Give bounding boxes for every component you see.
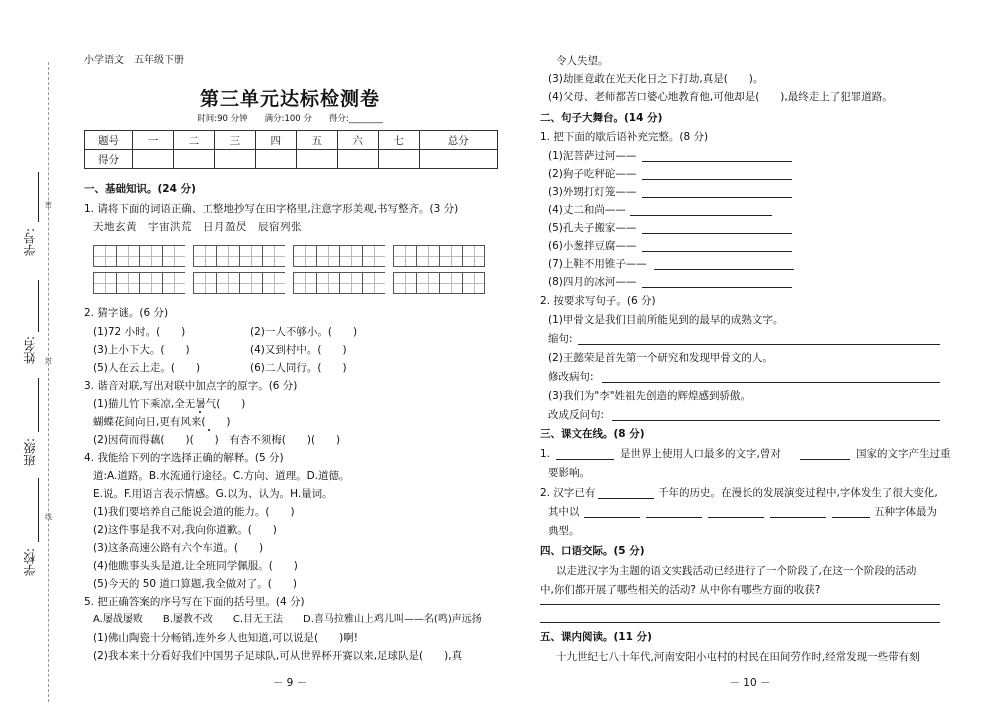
answer-line[interactable] [654,269,794,270]
q2-item: (2)一人不够小。( ) [250,326,358,338]
section-4-heading: 四、口语交际。(5 分) [540,545,645,557]
score-cell[interactable] [419,150,497,169]
section-2-heading: 二、句子大舞台。(14 分) [540,112,663,124]
tianzige-cell[interactable] [262,245,285,267]
xiehouyu-item: (6)小葱拌豆腐—— [548,240,637,252]
score-cell[interactable] [337,150,378,169]
answer-line[interactable] [646,517,702,518]
q3-line: 蝴蝶花间向日,更有风来( ) [93,416,231,428]
score-cell-header: 七 [378,131,419,150]
s2q2-instruction: 修改病句: [548,371,594,383]
tianzige-cell[interactable] [439,245,462,267]
answer-line[interactable] [642,233,792,234]
tianzige-cell[interactable] [462,245,485,267]
answer-line[interactable] [598,498,654,499]
answer-line[interactable] [642,179,792,180]
emphasis-dot [208,429,210,431]
q5-line: (1)佛山陶瓷十分畅销,连外乡人也知道,可以说是( )啊! [93,632,358,644]
q3-prompt: 3. 谐音对联,写出对联中加点字的原字。(6 分) [84,380,298,392]
exam-info: 时间:90 分钟 满分:100 分 得分:________ [197,114,383,124]
q2-item: (4)又到村中。( ) [250,344,347,356]
tianzige-cell[interactable] [93,272,116,294]
s3q2-text: 其中以 [548,506,580,518]
q5-line: (2)我本来十分看好我们中国男子足球队,可从世界杯开赛以来,足球队是( ),真 [93,650,463,662]
s2q2-prompt: 2. 按要求写句子。(6 分) [540,295,656,307]
tianzige-cell[interactable] [393,245,416,267]
tianzige-cell[interactable] [316,272,339,294]
tianzige-cell[interactable] [416,245,439,267]
tianzige-cell[interactable] [462,272,485,294]
tianzige-cell[interactable] [293,245,316,267]
q4-item: (4)他瞧事头头是道,让全班同学佩服。( ) [93,560,298,572]
q4-item: (2)这件事是我不对,我向你道歉。( ) [93,524,277,536]
xiehouyu-item: (7)上鞋不用锥子—— [548,258,647,270]
s3q2-text: 千年的历史。在漫长的发展演变过程中,字体发生了很大变化, [658,487,938,499]
score-table-score-row [85,150,498,169]
answer-line[interactable] [770,517,826,518]
q4-item: (5)今天的 50 道口算题,我全做对了。( ) [93,578,297,590]
binding-id-blank[interactable] [38,172,39,222]
binding-xian: 线 [45,513,52,521]
xiehouyu-item: (8)四月的冰河—— [548,276,637,288]
s2q2-sentence: (3)我们为"李"姓祖先创造的辉煌感到骄傲。 [548,390,752,402]
binding-school-blank[interactable] [38,478,39,542]
q2-item: (5)人在云上走。( ) [93,362,201,374]
page-title: 第三单元达标检测卷 [199,88,380,110]
tianzige-cell[interactable] [362,272,385,294]
q2-prompt: 2. 猜字谜。(6 分) [84,307,169,319]
score-cell-header: 题号 [85,131,133,150]
tianzige-cell[interactable] [439,272,462,294]
score-cell[interactable] [214,150,255,169]
tianzige-cell[interactable] [139,272,162,294]
fold-line [48,62,49,702]
q4-item: (1)我们要培养自己能说会道的能力。( ) [93,506,295,518]
binding-mi: 密 [45,201,52,209]
tianzige-cell[interactable] [339,245,362,267]
tianzige-cell[interactable] [116,272,139,294]
score-cell[interactable] [296,150,337,169]
answer-line[interactable] [540,604,940,605]
tianzige-cell[interactable] [293,272,316,294]
q1-words: 天地玄黄 宇宙洪荒 日月盈昃 辰宿列张 [93,221,302,233]
score-cell-header: 二 [173,131,214,150]
r-line: (4)父母、老师都苦口婆心地教育他,可他却是( ),最终走上了犯罪道路。 [548,91,893,103]
tianzige-cell[interactable] [193,245,216,267]
q5-prompt: 5. 把正确答案的序号写在下面的括号里。(4 分) [84,596,305,608]
xiehouyu-item: (5)孔夫子搬家—— [548,222,637,234]
s3q1-text: 是世界上使用人口最多的文字,曾对 [620,448,781,460]
binding-id-label: 学号: [23,228,37,257]
s3q1-text: 要影响。 [548,467,590,479]
score-row-label: 得分 [85,150,133,169]
tianzige-cell[interactable] [162,272,185,294]
answer-line[interactable] [612,420,940,421]
binding-class-label: 班级: [23,438,37,467]
s3q1-text: 国家的文字产生过重 [856,448,951,460]
tianzige-cell[interactable] [339,272,362,294]
score-cell[interactable] [133,150,174,169]
q4-definitions: 道:A.道路。B.水流通行途径。C.方向、道理。D.道德。 [93,470,350,482]
section-3-heading: 三、课文在线。(8 分) [540,428,645,440]
answer-line[interactable] [540,622,940,623]
tianzige-cell[interactable] [393,272,416,294]
answer-line[interactable] [642,161,792,162]
score-table [84,130,498,169]
q3-line: (2)因荷而得藕( )( ) 有杏不须梅( )( ) [93,434,341,446]
tianzige-cell[interactable] [216,272,239,294]
answer-line[interactable] [642,197,792,198]
q2-item: (3)上小下大。( ) [93,344,190,356]
answer-line[interactable] [708,517,764,518]
answer-line[interactable] [832,517,870,518]
binding-school-label: 学校: [23,548,37,577]
tianzige-cell[interactable] [416,272,439,294]
score-cell-header: 五 [296,131,337,150]
binding-feng: 封 [45,357,52,365]
tianzige-cell[interactable] [216,245,239,267]
tianzige-cell[interactable] [362,245,385,267]
xiehouyu-item: (4)丈二和尚—— [548,204,626,216]
s2q2-sentence: (1)甲骨文是我们目前所能见到的最早的成熟文字。 [548,314,784,326]
answer-line[interactable] [584,517,640,518]
binding-name-label: 姓名: [23,336,37,365]
subject-header: 小学语文 五年级下册 [84,55,184,66]
tianzige-cell[interactable] [139,245,162,267]
answer-line[interactable] [800,459,850,460]
answer-line[interactable] [602,382,940,383]
score-cell[interactable] [255,150,296,169]
score-cell[interactable] [378,150,419,169]
tianzige-cell[interactable] [262,272,285,294]
section-1-heading: 一、基础知识。(24 分) [84,183,196,195]
q4-prompt: 4. 我能给下列的字选择正确的解释。(5 分) [84,452,284,464]
s2q2-sentence: (2)王懿荣是首先第一个研究和发现甲骨文的人。 [548,352,773,364]
s3q1-text: 1. [540,448,551,460]
tianzige-cell[interactable] [116,245,139,267]
s3q2-text: 典型。 [548,525,580,537]
xiehouyu-item: (2)狗子吃秤砣—— [548,168,637,180]
tianzige-cell[interactable] [162,245,185,267]
section-5-heading: 五、课内阅读。(11 分) [540,631,652,643]
score-cell-header: 四 [255,131,296,150]
q4-definitions: E.说。F.用语言表示情感。G.以为、认为。H.量词。 [93,488,333,500]
tianzige-cell[interactable] [93,245,116,267]
answer-line[interactable] [578,344,940,345]
tianzige-cell[interactable] [193,272,216,294]
score-cell-header: 一 [133,131,174,150]
emphasis-dot [199,411,201,413]
binding-class-blank[interactable] [38,378,39,432]
r-line: 令人失望。 [556,55,609,67]
answer-line[interactable] [630,215,772,216]
s2q2-instruction: 改成反问句: [548,409,605,421]
score-cell-header: 总分 [419,131,497,150]
binding-name-blank[interactable] [38,280,39,332]
xiehouyu-item: (1)泥菩萨过河—— [548,150,637,162]
tianzige-row-2[interactable] [93,272,485,294]
answer-line[interactable] [642,251,792,252]
page-number-right: － 10 － [729,677,771,689]
q5-options: A.屡战屡败 B.屡教不改 C.目无王法 D.喜马拉雅山上鸡儿叫——名(鸣)声远扬 [93,614,482,625]
tianzige-cell[interactable] [239,245,262,267]
q2-item: (6)二人同行。( ) [250,362,347,374]
s5-paragraph: 十九世纪七八十年代,河南安阳小屯村的村民在田间劳作时,经常发现一些带有刻 [556,651,920,663]
answer-line[interactable] [556,459,614,460]
s3q2-text: 2. 汉字已有 [540,487,596,499]
s4-paragraph: 中,你们都开展了哪些相关的活动? 从中你有哪些方面的收获? [540,584,821,596]
tianzige-cell[interactable] [239,272,262,294]
score-cell-header: 三 [214,131,255,150]
s2q1-prompt: 1. 把下面的歇后语补充完整。(8 分) [540,131,709,143]
q3-line: (1)猫儿竹下乘凉,全无暑气( ) [93,398,246,410]
score-cell-header: 六 [337,131,378,150]
s3q2-text: 五种字体最为 [874,506,937,518]
r-line: (3)劫匪竟敢在光天化日之下打劫,真是( )。 [548,73,764,85]
tianzige-row-1[interactable] [93,245,485,267]
q2-item: (1)72 小时。( ) [93,326,186,338]
q4-item: (3)这条高速公路有六个车道。( ) [93,542,264,554]
score-table-header-row [85,131,498,150]
s2q2-instruction: 缩句: [548,333,573,345]
q1-prompt: 1. 请将下面的词语正确、工整地抄写在田字格里,注意字形美观,书写整齐。(3 分) [84,203,459,215]
page-number-left: － 9 － [272,677,308,689]
xiehouyu-item: (3)外甥打灯笼—— [548,186,637,198]
tianzige-cell[interactable] [316,245,339,267]
score-cell[interactable] [173,150,214,169]
s4-paragraph: 以走进汉字为主题的语文实践活动已经进行了一个阶段了,在这一个阶段的活动 [556,565,917,577]
answer-line[interactable] [642,287,792,288]
